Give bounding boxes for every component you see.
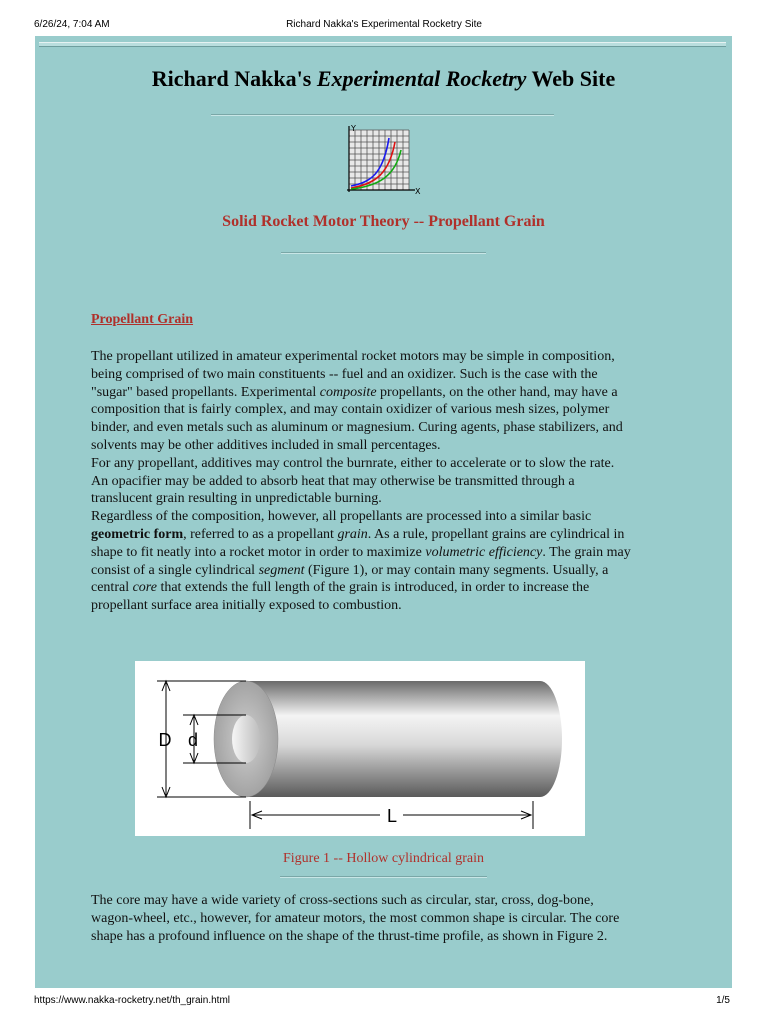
print-url[interactable]: https://www.nakka-rocketry.net/th_grain.html <box>34 995 231 1006</box>
hollow-cylinder-illustration <box>135 661 585 836</box>
top-divider <box>39 42 726 47</box>
page-subtitle: Solid Rocket Motor Theory -- Propellant Grain <box>222 213 545 230</box>
logo-axis-y: Y <box>351 124 356 133</box>
print-page-number: 1/5 <box>716 995 730 1006</box>
label-length: L <box>386 806 398 826</box>
page-content <box>35 36 732 988</box>
title-divider <box>211 114 554 116</box>
figure-1 <box>135 661 585 836</box>
site-title-post: Web Site <box>526 66 616 91</box>
site-title-pre: Richard Nakka's <box>151 66 317 91</box>
label-core-diameter: d <box>187 730 199 750</box>
section-heading[interactable]: Propellant Grain <box>91 312 194 327</box>
intro-text <box>91 348 631 615</box>
graph-icon <box>341 124 421 196</box>
caption-divider <box>280 876 487 878</box>
logo-axis-x: X <box>415 187 421 196</box>
figure-1-caption: Figure 1 -- Hollow cylindrical grain <box>282 851 484 866</box>
paragraph-3: Regardless of the composition, however, all propellants are processed into a similar basic geometric form, referred to as a propellant grain. As a rule, propellant grains are cylindrical in shape to fit neatly into a rocket motor in order to maximize volumetric efficiency. The grain may consist of a single cylindrical segment (Figure 1), or may contain many segments. Usually, a central core that extends the full length of the grain is introduced, in order to increase the propellant surface area initially exposed to combustion. <box>91 509 631 614</box>
paragraph-1: The propellant utilized in amateur experimental rocket motors may be simple in composition, being comprised of two main constituents -- fuel and an oxidizer. Such is the case with the "sugar" based propellants. Experimental composite propellants, on the other hand, may have a composition that is fairly complex, and may contain oxidizer of various mesh sizes, polymer binder, and even metals such as aluminum or magnesium. Curing agents, phase stabilizers, and solvents may be other additives included in small percentages. <box>91 349 623 453</box>
site-title <box>35 66 732 92</box>
print-title: Richard Nakka's Experimental Rocketry Site <box>286 19 482 30</box>
paragraph-4: The core may have a wide variety of cross-sections such as circular, star, cross, dog-bone, wagon-wheel, etc., however, for amateur motors, the most common shape is circular. The core shape has a profound influence on the shape of the thrust-time profile, as shown in Figure 2. <box>91 893 620 944</box>
print-datetime: 6/26/24, 7:04 AM <box>34 19 110 30</box>
subtitle-divider <box>281 252 486 254</box>
site-title-emphasis: Experimental Rocketry <box>316 66 527 91</box>
label-outer-diameter: D <box>158 730 172 750</box>
core-text <box>91 892 631 945</box>
paragraph-2: For any propellant, additives may control the burnrate, either to accelerate or to slow the rate. An opacifier may be added to absorb heat that may otherwise be transmitted through a translucent grain resulting in unpredictable burning. <box>91 455 615 507</box>
